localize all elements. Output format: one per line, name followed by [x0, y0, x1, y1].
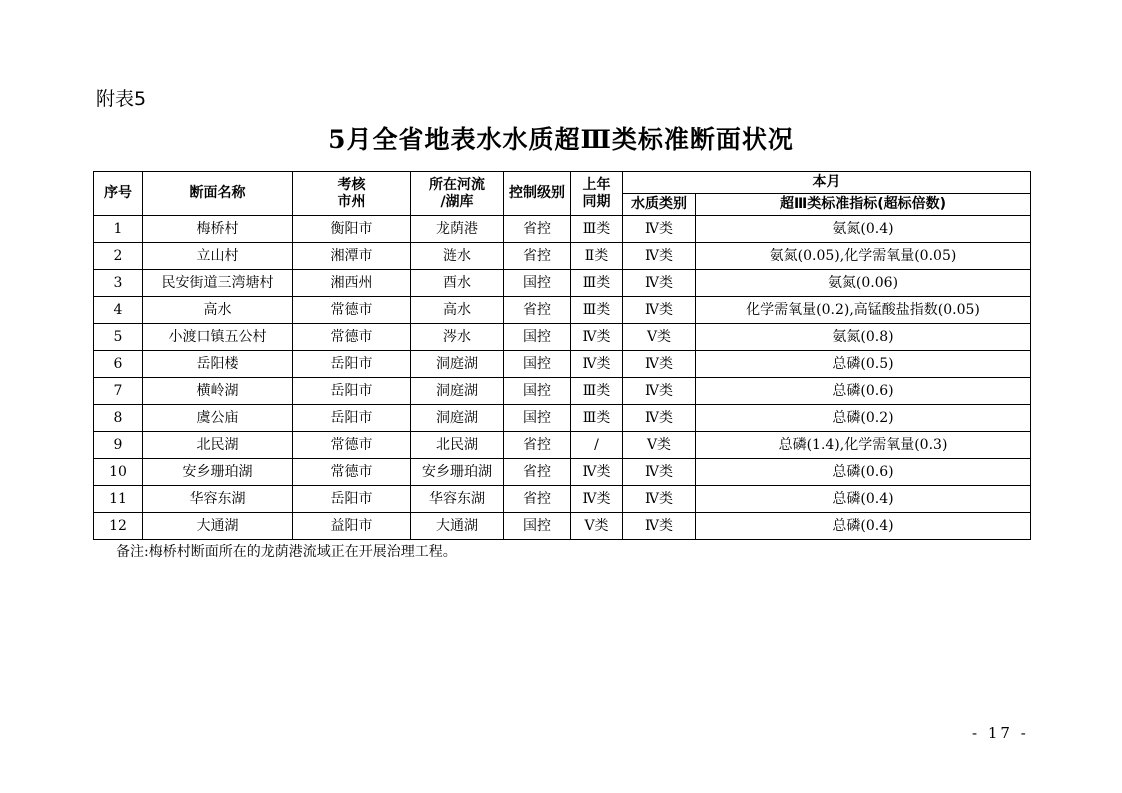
- header-water-class: 水质类别: [623, 194, 696, 216]
- cell-index: 2: [94, 243, 143, 270]
- table-row: [94, 243, 1031, 270]
- cell-index: 10: [94, 459, 143, 486]
- cell-river: 洞庭湖: [411, 405, 504, 432]
- cell-last-year: Ⅳ类: [571, 324, 623, 351]
- page-number: - 17 -: [972, 724, 1029, 742]
- cell-control-level: 省控: [504, 432, 571, 459]
- cell-control-level: 国控: [504, 513, 571, 540]
- cell-city: 常德市: [293, 432, 411, 459]
- cell-water-class: Ⅳ类: [623, 270, 696, 297]
- cell-river: 安乡珊珀湖: [411, 459, 504, 486]
- cell-water-class: Ⅳ类: [623, 297, 696, 324]
- cell-river: 涔水: [411, 324, 504, 351]
- cell-indicators: 总磷(0.6): [696, 378, 1031, 405]
- cell-city: 湘潭市: [293, 243, 411, 270]
- cell-index: 12: [94, 513, 143, 540]
- cell-water-class: Ⅳ类: [623, 243, 696, 270]
- cell-indicators: 总磷(0.4): [696, 486, 1031, 513]
- table-row: [94, 351, 1031, 378]
- cell-city: 益阳市: [293, 513, 411, 540]
- cell-water-class: Ⅳ类: [623, 351, 696, 378]
- header-last-year: 上年 同期: [571, 172, 623, 216]
- cell-section-name: 立山村: [143, 243, 293, 270]
- footnote: 备注:梅桥村断面所在的龙荫港流域正在开展治理工程。: [116, 544, 457, 560]
- cell-indicators: 总磷(1.4),化学需氧量(0.3): [696, 432, 1031, 459]
- cell-section-name: 安乡珊珀湖: [143, 459, 293, 486]
- cell-river: 大通湖: [411, 513, 504, 540]
- cell-water-class: Ⅳ类: [623, 486, 696, 513]
- cell-index: 7: [94, 378, 143, 405]
- cell-city: 岳阳市: [293, 378, 411, 405]
- cell-last-year: Ⅲ类: [571, 297, 623, 324]
- table-row: [94, 324, 1031, 351]
- cell-river: 洞庭湖: [411, 351, 504, 378]
- cell-section-name: 梅桥村: [143, 216, 293, 243]
- cell-last-year: Ⅲ类: [571, 378, 623, 405]
- cell-city: 岳阳市: [293, 405, 411, 432]
- cell-control-level: 省控: [504, 216, 571, 243]
- table-row: [94, 432, 1031, 459]
- cell-index: 8: [94, 405, 143, 432]
- cell-index: 1: [94, 216, 143, 243]
- water-quality-table: [93, 171, 1031, 540]
- cell-river: 华容东湖: [411, 486, 504, 513]
- cell-indicators: 氨氮(0.05),化学需氧量(0.05): [696, 243, 1031, 270]
- cell-last-year: Ⅲ类: [571, 405, 623, 432]
- cell-last-year: Ⅳ类: [571, 459, 623, 486]
- cell-indicators: 总磷(0.2): [696, 405, 1031, 432]
- cell-control-level: 国控: [504, 378, 571, 405]
- cell-control-level: 省控: [504, 459, 571, 486]
- cell-water-class: Ⅳ类: [623, 513, 696, 540]
- cell-last-year: Ⅲ类: [571, 216, 623, 243]
- cell-section-name: 虞公庙: [143, 405, 293, 432]
- cell-water-class: Ⅴ类: [623, 432, 696, 459]
- header-section-name: 断面名称: [143, 172, 293, 216]
- header-control-level: 控制级别: [504, 172, 571, 216]
- table-row: [94, 459, 1031, 486]
- cell-last-year: Ⅴ类: [571, 513, 623, 540]
- header-city: 考核 市州: [293, 172, 411, 216]
- cell-control-level: 国控: [504, 270, 571, 297]
- cell-last-year: Ⅳ类: [571, 486, 623, 513]
- cell-water-class: Ⅳ类: [623, 378, 696, 405]
- cell-section-name: 小渡口镇五公村: [143, 324, 293, 351]
- cell-index: 9: [94, 432, 143, 459]
- header-this-month: 本月: [623, 172, 1031, 194]
- cell-index: 4: [94, 297, 143, 324]
- cell-city: 常德市: [293, 324, 411, 351]
- cell-city: 衡阳市: [293, 216, 411, 243]
- cell-indicators: 总磷(0.5): [696, 351, 1031, 378]
- table-row: [94, 297, 1031, 324]
- cell-city: 湘西州: [293, 270, 411, 297]
- cell-control-level: 国控: [504, 324, 571, 351]
- cell-index: 5: [94, 324, 143, 351]
- cell-section-name: 横岭湖: [143, 378, 293, 405]
- cell-section-name: 大通湖: [143, 513, 293, 540]
- cell-river: 酉水: [411, 270, 504, 297]
- table-body: [94, 216, 1031, 540]
- header-index: 序号: [94, 172, 143, 216]
- table-row: [94, 216, 1031, 243]
- cell-control-level: 省控: [504, 297, 571, 324]
- cell-index: 11: [94, 486, 143, 513]
- cell-river: 龙荫港: [411, 216, 504, 243]
- cell-water-class: Ⅳ类: [623, 459, 696, 486]
- cell-section-name: 民安街道三湾塘村: [143, 270, 293, 297]
- cell-section-name: 北民湖: [143, 432, 293, 459]
- cell-control-level: 省控: [504, 486, 571, 513]
- cell-river: 高水: [411, 297, 504, 324]
- cell-river: 洞庭湖: [411, 378, 504, 405]
- cell-last-year: /: [571, 432, 623, 459]
- cell-last-year: Ⅲ类: [571, 270, 623, 297]
- cell-index: 3: [94, 270, 143, 297]
- header-indicators: 超Ⅲ类标准指标(超标倍数): [696, 194, 1031, 216]
- cell-water-class: Ⅳ类: [623, 405, 696, 432]
- cell-section-name: 高水: [143, 297, 293, 324]
- cell-indicators: 总磷(0.4): [696, 513, 1031, 540]
- cell-city: 常德市: [293, 297, 411, 324]
- attachment-label: 附表5: [96, 88, 147, 110]
- cell-section-name: 岳阳楼: [143, 351, 293, 378]
- table-row: [94, 486, 1031, 513]
- table-row: [94, 513, 1031, 540]
- cell-last-year: Ⅳ类: [571, 351, 623, 378]
- table-row: [94, 378, 1031, 405]
- cell-water-class: Ⅴ类: [623, 324, 696, 351]
- cell-indicators: 总磷(0.6): [696, 459, 1031, 486]
- page-title: 5月全省地表水水质超Ⅲ类标准断面状况: [328, 125, 794, 154]
- cell-control-level: 国控: [504, 405, 571, 432]
- cell-control-level: 省控: [504, 243, 571, 270]
- cell-indicators: 氨氮(0.06): [696, 270, 1031, 297]
- cell-water-class: Ⅳ类: [623, 216, 696, 243]
- cell-river: 北民湖: [411, 432, 504, 459]
- cell-indicators: 氨氮(0.4): [696, 216, 1031, 243]
- cell-city: 常德市: [293, 459, 411, 486]
- cell-city: 岳阳市: [293, 351, 411, 378]
- cell-city: 岳阳市: [293, 486, 411, 513]
- cell-river: 涟水: [411, 243, 504, 270]
- cell-indicators: 氨氮(0.8): [696, 324, 1031, 351]
- cell-control-level: 国控: [504, 351, 571, 378]
- cell-indicators: 化学需氧量(0.2),高锰酸盐指数(0.05): [696, 297, 1031, 324]
- cell-index: 6: [94, 351, 143, 378]
- cell-last-year: Ⅱ类: [571, 243, 623, 270]
- table-row: [94, 270, 1031, 297]
- header-river: 所在河流 /湖库: [411, 172, 504, 216]
- cell-section-name: 华容东湖: [143, 486, 293, 513]
- table-row: [94, 405, 1031, 432]
